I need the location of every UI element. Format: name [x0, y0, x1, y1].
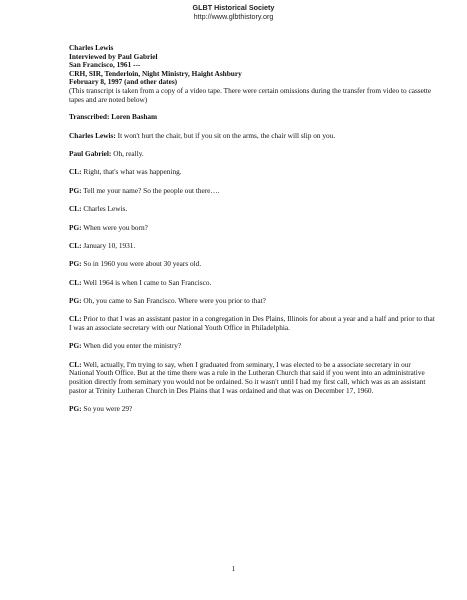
dialogue-paragraph — [69, 342, 437, 351]
dialogue-text: January 10, 1931. — [81, 240, 136, 250]
dialogue-text: Right, that's what was happening. — [81, 167, 182, 177]
meta-interviewer: Interviewed by Paul Gabriel — [69, 51, 158, 61]
dialogue-text: Oh, you came to San Francisco. Where were you prior to that? — [81, 296, 266, 306]
speaker-label: PG: — [69, 222, 82, 232]
dialogue-paragraph — [69, 168, 437, 177]
speaker-label: Paul Gabriel: — [69, 148, 112, 158]
dialogue-text: So you were 29? — [81, 404, 133, 413]
interview-metadata — [69, 44, 437, 104]
dialogue-paragraph — [69, 279, 437, 288]
meta-interviewee: Charles Lewis — [69, 43, 114, 52]
speaker-label: PG: — [69, 296, 82, 306]
page-number: 1 — [231, 564, 236, 573]
speaker-label: PG: — [69, 185, 82, 195]
dialogue-paragraph — [69, 132, 437, 141]
speaker-label: CL: — [69, 314, 82, 324]
dialogue-paragraph — [69, 405, 437, 414]
speaker-label: CL: — [69, 359, 82, 369]
transcriber-line: Transcribed: Loren Basham — [69, 112, 158, 122]
dialogue-text: It won't hurt the chair, but if you sit on the arms, the chair will slip on you. — [115, 130, 336, 140]
dialogue-paragraph — [69, 260, 437, 269]
speaker-label: CL: — [69, 240, 82, 250]
dialogue-paragraph — [69, 150, 437, 159]
meta-date: February 8, 1997 (and other dates) — [69, 77, 178, 87]
dialogue-text: Well 1964 is when I came to San Francisco. — [81, 277, 212, 287]
speaker-label: PG: — [69, 259, 82, 269]
speaker-label: Charles Lewis: — [69, 130, 116, 140]
meta-topics: CRH, SIR, Tenderloin, Night Ministry, Haight Ashbury — [69, 68, 242, 78]
speaker-label: PG: — [69, 341, 82, 351]
speaker-label: CL: — [69, 277, 82, 287]
dialogue-paragraph — [69, 205, 437, 214]
meta-location-year: San Francisco, 1961 --- — [69, 60, 141, 70]
speaker-label: CL: — [69, 167, 82, 177]
dialogue-paragraph — [69, 361, 437, 395]
dialogue-paragraph — [69, 315, 437, 332]
header-url: http://www.glbthistory.org — [193, 11, 274, 21]
dialogue-text: Well, actually, I'm trying to say, when I graduated from seminary, I was elected to be a associate secretary in our National Youth Office. But at the time there was a rule in the Lutheran Church that said if you went into an administrative position directly from seminary you would not be ordained. So it wasn't until I had my first call, which was as an assistant pastor at Trinity Lutheran Church in Des Plains that I was ordained and that was on December 17, 1960. — [69, 359, 426, 395]
dialogue-paragraph — [69, 224, 437, 233]
dialogue-paragraph — [69, 242, 437, 251]
header-organization: GLBT Historical Society — [192, 3, 275, 12]
dialogue-text: When did you enter the ministry? — [81, 341, 182, 351]
dialogue-text: Prior to that I was an assistant pastor in a congregation in Des Plains, Illinois for about a year and a half and prior to that I was an associate secretary with our National Youth Office in Philadelphia. — [69, 314, 435, 333]
speaker-label: PG: — [69, 404, 82, 413]
dialogue-text: So in 1960 you were about 30 years old. — [81, 259, 202, 269]
transcript-note: (This transcript is taken from a copy of a video tape. There were certain omissions during the transfer from video to cassette tapes and are noted below) — [69, 85, 432, 104]
transcript-document — [69, 44, 437, 414]
dialogue-text: When were you born? — [81, 222, 148, 232]
speaker-label: CL: — [69, 204, 82, 214]
dialogue-paragraph — [69, 187, 437, 196]
page-header — [0, 4, 467, 21]
dialogue-text: Charles Lewis. — [81, 204, 128, 214]
dialogue-paragraph — [69, 297, 437, 306]
dialogue-text: Tell me your name? So the people out there…. — [81, 185, 220, 195]
dialogue-text: Oh, really. — [111, 148, 144, 158]
